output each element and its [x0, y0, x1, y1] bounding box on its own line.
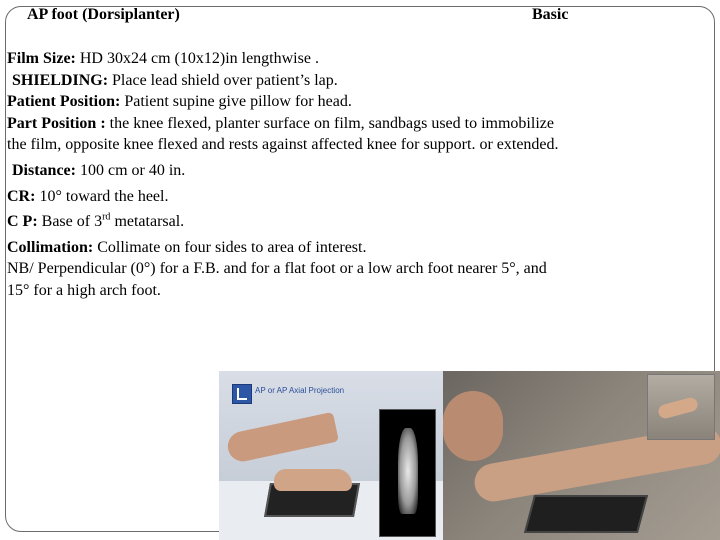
ordinal-suffix: rd — [102, 211, 111, 223]
centering-point-text-end: metatarsal. — [110, 213, 185, 231]
patient-position-label: Patient Position: — [7, 93, 121, 111]
foot-bones — [398, 428, 418, 514]
film-size-label: Film Size: — [7, 50, 76, 67]
centering-point-line — [7, 211, 567, 233]
shielding-label: SHIELDING: — [12, 71, 109, 89]
film-size-line — [7, 48, 567, 70]
note-line — [7, 258, 567, 301]
foot-illustration — [274, 469, 352, 491]
positioning-figure — [219, 371, 720, 540]
instructions-block — [7, 48, 567, 302]
part-position-label: Part Position : — [7, 114, 106, 132]
knee-photo — [443, 391, 503, 461]
part-position-text: the knee flexed, planter surface on film, sandbags used to immobilize the film, opposite knee flexed and rests against affected knee for support. or extended. — [7, 114, 559, 154]
collimation-label: Collimation: — [7, 238, 94, 256]
centering-point-label: C P: — [7, 213, 38, 231]
film-size-text: HD 30x24 cm (10x12)in lengthwise . — [75, 50, 319, 67]
slide-title: AP foot (Dorsiplanter) — [27, 6, 180, 23]
foot-inset-photo — [647, 374, 715, 440]
note-text: NB/ Perpendicular (0°) for a F.B. and for a flat foot or a low arch foot nearer 5°, and 15° for a high arch foot. — [7, 260, 547, 299]
distance-line — [7, 160, 567, 182]
central-ray-line — [7, 186, 567, 208]
part-position-line — [7, 113, 567, 156]
positioning-photo-panel — [443, 371, 720, 540]
distance-label: Distance: — [12, 161, 76, 179]
foot-radiograph-image — [379, 409, 436, 537]
shielding-line — [7, 70, 567, 92]
collimation-line — [7, 237, 567, 259]
level-tag: Basic — [532, 6, 569, 23]
projection-label: AP or AP Axial Projection — [255, 386, 345, 395]
central-ray-text: 10° toward the heel. — [35, 187, 169, 205]
collimation-text: Collimate on four sides to area of interest. — [93, 238, 367, 256]
shielding-text: Place lead shield over patient’s lap. — [108, 71, 338, 89]
patient-position-text: Patient supine give pillow for head. — [120, 93, 352, 111]
radiology-logo-icon — [232, 384, 252, 404]
positioning-diagram-panel — [219, 371, 443, 540]
patient-position-line — [7, 91, 567, 113]
centering-point-text: Base of 3 — [37, 213, 103, 231]
distance-text: 100 cm or 40 in. — [75, 161, 186, 179]
film-cassette-photo — [524, 495, 648, 533]
central-ray-label: CR: — [7, 187, 36, 205]
leg-illustration — [225, 412, 339, 464]
